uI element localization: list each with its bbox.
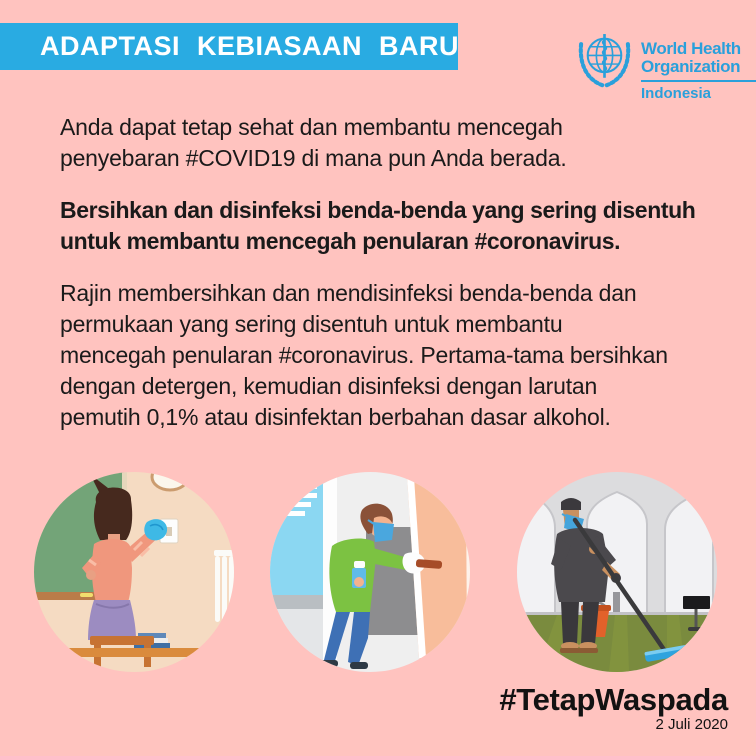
radiator: [214, 550, 234, 622]
who-divider: [641, 80, 756, 82]
mosque-floor: [517, 615, 717, 672]
date: 2 Juli 2020: [655, 716, 728, 733]
who-emblem-icon: [577, 32, 632, 91]
window: [270, 472, 337, 672]
who-wordmark: [641, 32, 756, 102]
mopping-mosque-floor-illustration: [517, 472, 717, 672]
hashtag: #TetapWaspada: [499, 682, 728, 717]
mopping-mosque-floor-icon: [517, 472, 717, 672]
paragraph-intro: Anda dapat tetap sehat dan membantu mencegah penyebaran #COVID19 di mana pun Anda berada.: [60, 114, 567, 171]
cleaning-light-switch-illustration: [34, 472, 234, 672]
paragraph-key-message: Bersihkan dan disinfeksi benda-benda yang sering disentuh untuk membantu mencegah penularan #coronavirus.: [60, 197, 696, 254]
header-banner: [0, 23, 458, 70]
body-copy: [60, 112, 740, 433]
who-org-name: World Health Organization: [641, 39, 741, 76]
disinfecting-door-handle-illustration: [270, 472, 470, 672]
clock: [152, 472, 188, 490]
who-logo: [577, 32, 749, 102]
disinfecting-door-handle-icon: [270, 472, 470, 672]
cleaning-light-switch-icon: [34, 472, 234, 672]
banner-title: ADAPTASI KEBIASAAN BARU: [40, 31, 460, 61]
paragraph-detail: Rajin membersihkan dan mendisinfeksi benda-benda dan permukaan yang sering disentuh untuk membantu mencegah penularan #coronavirus. Pertama-tama bersihkan dengan detergen, kemudian disinfeksi dengan larutan pemutih 0,1% atau disinfektan berbahan dasar alkohol.: [60, 280, 668, 430]
who-region: Indonesia: [641, 85, 712, 102]
